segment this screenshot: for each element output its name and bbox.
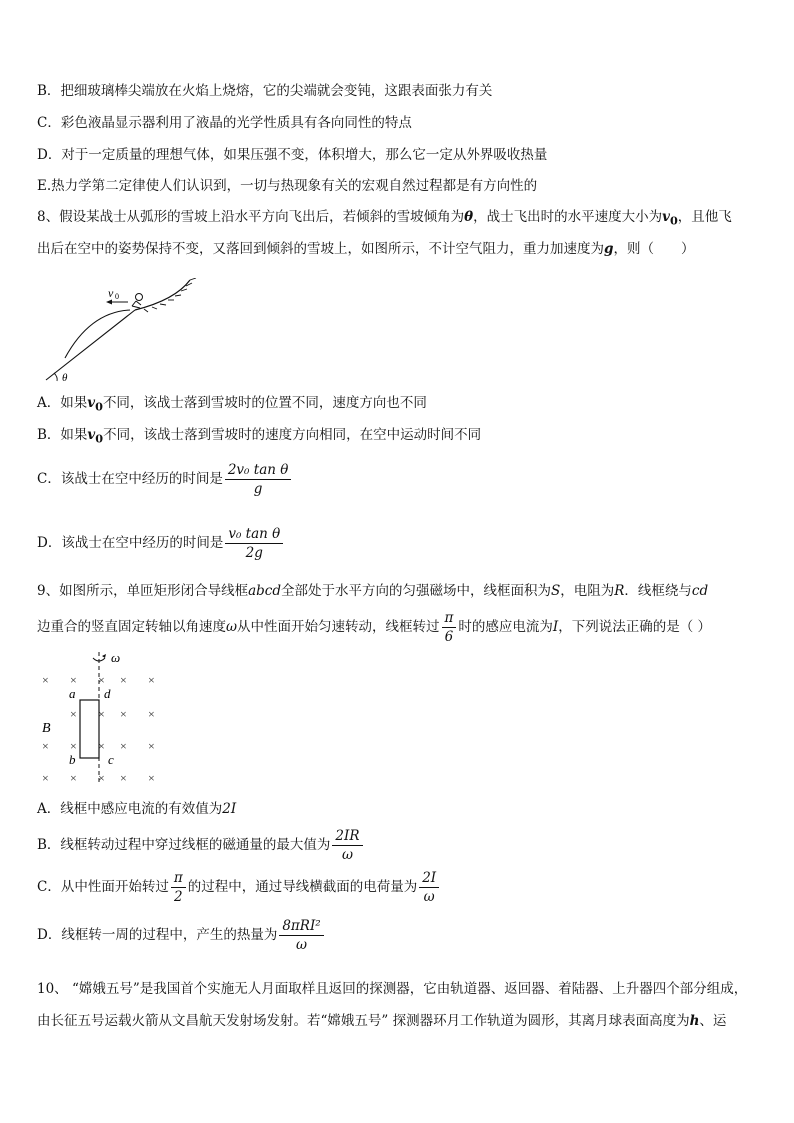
field-cross-icon: × [42, 739, 49, 753]
q8-option-text: 不同，该战士落到雪坡时的速度方向相同，在空中运动时间不同 [103, 427, 482, 443]
fraction-numerator: 8πRI² [279, 917, 323, 936]
q10-text: 由长征五号运载火箭从文昌航天发射场发射。若“嫦娥五号” 探测器环月工作轨道为圆形，其离月球表面高度为 [37, 1013, 690, 1029]
q9-option-text: A．线框中感应电流的有效值为 [37, 801, 223, 817]
field-cross-icon: × [70, 739, 77, 753]
q10-stem-line2 [37, 1012, 726, 1030]
v0-subscript: 0 [669, 213, 678, 228]
q7-option-c: C．彩色液晶显示器利用了液晶的光学性质具有各向同性的特点 [37, 115, 412, 131]
fraction-numerator: π [171, 869, 186, 888]
q9-fig-label-c: c [108, 752, 114, 767]
field-cross-icon: × [120, 707, 127, 721]
q9-option-text: C．从中性面开始转过 [37, 879, 169, 895]
q9-option-c-angle [171, 869, 186, 906]
h-symbol: h [689, 1013, 700, 1029]
q9-option-text: D．线框转一周的过程中，产生的热量为 [37, 927, 278, 943]
q9-option-c-charge [419, 869, 439, 906]
fraction-numerator: v₀ tan θ [225, 525, 283, 544]
field-cross-icon: × [98, 707, 105, 721]
g-symbol: g [604, 241, 614, 257]
q8-option-b [37, 426, 481, 448]
field-cross-icon: × [98, 673, 105, 687]
q8-option-d-fraction [225, 525, 283, 562]
q8-slope-figure [40, 278, 210, 383]
q9-text: 边重合的竖直固定转轴以角速度 [37, 619, 226, 635]
q9-fig-label-b-field: B [42, 721, 51, 736]
q9-stem-line1 [37, 582, 708, 600]
q9-angle-fraction [442, 609, 457, 646]
field-cross-icon: × [120, 673, 127, 687]
field-cross-icon: × [148, 771, 155, 785]
q8-text: 出后在空中的姿势保持不变，又落回到倾斜的雪坡上，如图所示，不计空气阻力，重力加速度为 [37, 241, 604, 257]
q8-option-text: D．该战士在空中经历的时间是 [37, 535, 224, 551]
q10-text: 10、 “嫦娥五号”是我国首个实施无人月面取样且返回的探测器，它由轨道器、返回器、着陆器、上升器四个部分组成， [37, 981, 748, 997]
q9-text: ，下列说法正确的是（ ） [558, 619, 712, 635]
q9-option-text: 的过程中，通过导线横截面的电荷量为 [187, 879, 418, 895]
field-cross-icon: × [120, 771, 127, 785]
q9-option-b-fraction [332, 827, 362, 864]
q9-text: 时的感应电流为 [458, 619, 553, 635]
field-cross-icon: × [42, 673, 49, 687]
field-cross-icon: × [70, 707, 77, 721]
q8-text: ，战士飞出时的水平速度大小为 [473, 209, 663, 225]
field-cross-icon: × [42, 771, 49, 785]
q9-text: ，电阻为 [560, 583, 615, 599]
field-cross-icon: × [148, 707, 155, 721]
q10-stem-line1 [37, 980, 747, 998]
q8-option-d [37, 524, 285, 562]
field-cross-icon: × [120, 739, 127, 753]
field-cross-icon: × [98, 771, 105, 785]
q7-option-d: D．对于一定质量的理想气体，如果压强不变，体积增大，那么它一定从外界吸收热量 [37, 147, 548, 163]
fraction-denominator: 2 [173, 889, 183, 905]
q9-option-a [37, 800, 236, 818]
q9-text: 从中性面开始匀速转动，线框转过 [237, 619, 440, 635]
s-symbol: S [551, 583, 561, 599]
v0-subscript: 0 [95, 399, 103, 414]
q9-option-c [37, 868, 441, 906]
q9-stem-line2 [37, 608, 711, 646]
q9-fig-label-b: b [69, 752, 76, 767]
q9-option-b [37, 826, 365, 864]
q8-option-a [37, 394, 427, 416]
v0-symbol: v [87, 427, 96, 443]
fraction-denominator: ω [423, 889, 435, 905]
fraction-denominator: g [253, 481, 263, 497]
q9-option-d-fraction [279, 917, 323, 954]
q7-option-e: E.热力学第二定律使人们认识到，一切与热现象有关的宏观自然过程都是有方向性的 [37, 178, 538, 194]
q9-fig-label-d: d [104, 686, 111, 701]
q8-option-c [37, 460, 293, 498]
field-cross-icon: × [98, 739, 105, 753]
q8-fig-v0-label: v [108, 286, 114, 300]
q8-stem-line1 [37, 208, 732, 230]
q9-text: 9、如图所示，单匝矩形闭合导线框 [37, 583, 249, 599]
cd-symbol: cd [691, 583, 709, 599]
v0-symbol: v [662, 209, 670, 225]
omega-symbol: ω [226, 619, 238, 635]
q8-option-text: B．如果 [37, 427, 88, 443]
fraction-numerator: π [442, 609, 457, 628]
fraction-denominator: ω [341, 847, 353, 863]
q9-option-text: B．线框转动过程中穿过线框的磁通量的最大值为 [37, 837, 331, 853]
field-cross-icon: × [70, 673, 77, 687]
i-symbol: I [552, 619, 559, 635]
q9-text: ．线框绕与 [624, 583, 692, 599]
field-cross-icon: × [148, 673, 155, 687]
v0-symbol: v [87, 395, 96, 411]
field-cross-icon: × [70, 771, 77, 785]
q9-option-a-value: 2I [222, 801, 237, 817]
q8-option-text: C．该战士在空中经历的时间是 [37, 471, 223, 487]
fraction-numerator: 2I [419, 869, 439, 888]
q8-text: ，则（ ） [613, 241, 695, 257]
q8-fig-v0-sub: 0 [115, 292, 119, 301]
q9-option-d [37, 916, 326, 954]
q9-fig-omega: ω [111, 650, 121, 665]
q10-text: 、运 [699, 1013, 727, 1029]
fraction-denominator: 2g [245, 545, 263, 561]
v0-subscript: 0 [95, 431, 104, 446]
q8-option-text: 不同，该战士落到雪坡时的位置不同，速度方向也不同 [102, 395, 427, 411]
q8-text: ，且他飞 [677, 209, 732, 225]
q8-stem-line2 [37, 240, 694, 258]
q9-fig-label-a: a [69, 686, 76, 701]
fraction-numerator: 2v₀ tan θ [225, 461, 292, 480]
q8-fig-theta-label: θ [62, 372, 68, 383]
q7-option-b: B．把细玻璃棒尖端放在火焰上烧熔，它的尖端就会变钝，这跟表面张力有关 [37, 83, 493, 99]
field-cross-icon: × [148, 739, 155, 753]
fraction-numerator: 2IR [332, 827, 362, 846]
q8-text: 8、假设某战士从弧形的雪坡上沿水平方向飞出后，若倾斜的雪坡倾角为 [37, 209, 465, 225]
fraction-denominator: 6 [444, 629, 454, 645]
q9-loop-figure [36, 648, 166, 786]
fraction-denominator: ω [296, 937, 308, 953]
q8-option-c-fraction [225, 461, 292, 498]
q9-text: 全部处于水平方向的匀强磁场中，线框面积为 [281, 583, 551, 599]
r-symbol: R [614, 583, 625, 599]
abcd-symbol: abcd [248, 583, 281, 599]
q8-option-text: A．如果 [37, 395, 88, 411]
theta-symbol: θ [464, 209, 474, 225]
